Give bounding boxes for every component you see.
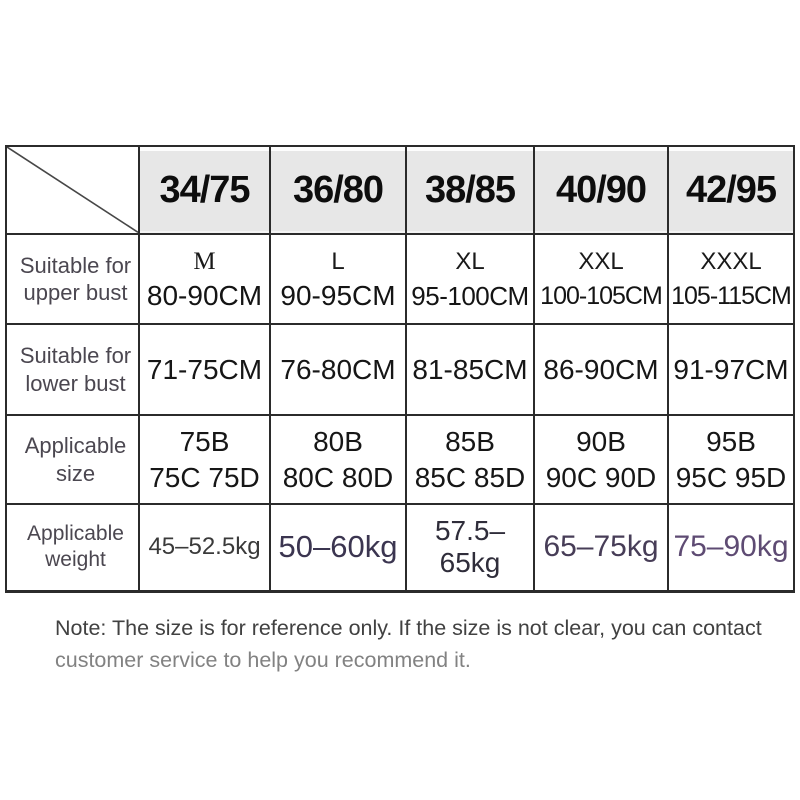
- applicable-size-cell: [270, 415, 406, 504]
- upper-bust-cell: [406, 234, 534, 324]
- note-line-2: customer service to help you recommend it.: [55, 648, 471, 672]
- lower-bust-cell: 81-85CM: [406, 324, 534, 415]
- column-header-40-90: 40/90: [534, 146, 668, 234]
- row-label-applicable-size: Applicable size: [6, 415, 139, 504]
- header-row: [6, 146, 794, 234]
- cup-line-1: 75B: [179, 425, 230, 457]
- applicable-size-cell: [534, 415, 668, 504]
- cup-line-1: 80B: [313, 425, 363, 457]
- cup-line-2: 90C 90D: [545, 461, 657, 493]
- applicable-weight-cell: 50–60kg: [270, 504, 406, 591]
- applicable-size-cell: [406, 415, 534, 504]
- column-header-34-75: 34/75: [139, 146, 270, 234]
- size-letter: XXL: [578, 247, 624, 275]
- applicable-weight-cell: 65–75kg: [534, 504, 668, 591]
- lower-bust-cell: 76-80CM: [270, 324, 406, 415]
- size-letter: L: [331, 247, 345, 275]
- applicable-weight-cell: 75–90kg: [668, 504, 794, 591]
- row-label-lower-bust: Suitable for lower bust: [6, 324, 139, 415]
- cup-line-1: 85B: [445, 425, 495, 457]
- lower-bust-cell: 86-90CM: [534, 324, 668, 415]
- reference-note: [55, 612, 765, 676]
- lower-bust-row: [6, 324, 794, 415]
- size-letter: XXXL: [700, 247, 762, 275]
- bust-range: 80-90CM: [146, 279, 263, 311]
- cup-line-1: 90B: [576, 425, 626, 457]
- bust-range: 95-100CM: [411, 280, 529, 311]
- size-chart-table: [5, 145, 795, 593]
- bust-range: 100-105CM: [540, 281, 662, 310]
- row-label-upper-bust: Suitable for upper bust: [6, 234, 139, 324]
- upper-bust-cell: [668, 234, 794, 324]
- cup-line-2: 75C 75D: [149, 461, 260, 493]
- cup-line-2: 85C 85D: [414, 461, 526, 493]
- upper-bust-cell: [139, 234, 270, 324]
- diagonal-line: [7, 147, 138, 232]
- column-header-38-85: 38/85: [406, 146, 534, 234]
- size-letter: XL: [455, 247, 485, 275]
- cup-line-2: 95C 95D: [675, 461, 787, 493]
- applicable-size-cell: [668, 415, 794, 504]
- size-letter: M: [193, 247, 216, 275]
- note-line-1: Note: The size is for reference only. If the size is not clear, you can contact: [55, 616, 762, 640]
- column-header-42-95: 42/95: [668, 146, 794, 234]
- applicable-weight-cell: 57.5–65kg: [406, 504, 534, 591]
- cup-line-1: 95B: [706, 425, 756, 457]
- row-label-applicable-weight: Applicable weight: [6, 504, 139, 591]
- cup-line-2: 80C 80D: [282, 461, 394, 493]
- column-header-36-80: 36/80: [270, 146, 406, 234]
- bust-range: 90-95CM: [280, 279, 396, 311]
- applicable-weight-row: [6, 504, 794, 591]
- applicable-size-cell: [139, 415, 270, 504]
- corner-diagonal-cell: [6, 146, 139, 234]
- applicable-weight-cell: 45–52.5kg: [139, 504, 270, 591]
- applicable-size-row: [6, 415, 794, 504]
- bust-range: 105-115CM: [671, 281, 791, 310]
- upper-bust-row: [6, 234, 794, 324]
- upper-bust-cell: [534, 234, 668, 324]
- lower-bust-cell: 71-75CM: [139, 324, 270, 415]
- upper-bust-cell: [270, 234, 406, 324]
- lower-bust-cell: 91-97CM: [668, 324, 794, 415]
